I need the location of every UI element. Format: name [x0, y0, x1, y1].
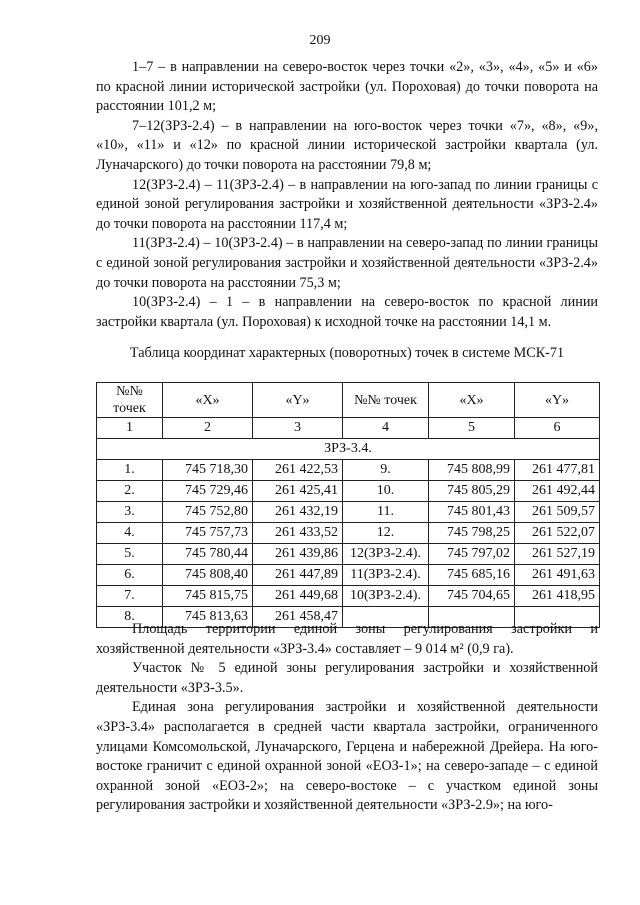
header-cell: «X» [163, 383, 253, 418]
column-number: 5 [429, 418, 515, 439]
header-cell: «Y» [253, 383, 343, 418]
point-number-cell: 8. [97, 607, 163, 628]
coordinate-cell: 261 509,57 [515, 502, 600, 523]
coordinate-cell: 261 527,19 [515, 544, 600, 565]
coordinate-cell: 745 798,25 [429, 523, 515, 544]
point-number-cell: 2. [97, 481, 163, 502]
coordinate-cell: 745 805,29 [429, 481, 515, 502]
coordinate-cell: 261 432,19 [253, 502, 343, 523]
paragraph: 10(ЗРЗ-2.4) – 1 – в направлении на северо-восток по красной линии застройки квартала (ул. Пороховая) к исходной точке на расстоянии 14,1 м. [96, 294, 598, 330]
coordinate-cell: 745 780,44 [163, 544, 253, 565]
coordinate-cell: 261 422,53 [253, 460, 343, 481]
point-number-cell: 11. [343, 502, 429, 523]
point-number-cell: 4. [97, 523, 163, 544]
table-row [97, 544, 600, 565]
header-cell: «X» [429, 383, 515, 418]
coordinate-cell: 745 757,73 [163, 523, 253, 544]
table-row [97, 586, 600, 607]
column-number: 4 [343, 418, 429, 439]
coordinate-cell: 261 522,07 [515, 523, 600, 544]
coordinates-table [96, 382, 600, 628]
coordinate-cell: 745 801,43 [429, 502, 515, 523]
coordinate-cell: 745 815,75 [163, 586, 253, 607]
point-number-cell: 10. [343, 481, 429, 502]
coordinate-cell: 745 685,16 [429, 565, 515, 586]
point-number-cell: 11(ЗРЗ-2.4). [343, 565, 429, 586]
point-number-cell: 5. [97, 544, 163, 565]
table-row [97, 460, 600, 481]
table-row [97, 481, 600, 502]
column-number: 3 [253, 418, 343, 439]
coordinate-cell: 261 433,52 [253, 523, 343, 544]
coordinate-cell: 261 492,44 [515, 481, 600, 502]
point-number-cell: 6. [97, 565, 163, 586]
coordinate-cell: 261 447,89 [253, 565, 343, 586]
column-number: 6 [515, 418, 600, 439]
column-number: 2 [163, 418, 253, 439]
coordinate-cell: 261 491,63 [515, 565, 600, 586]
coordinate-cell: 745 752,80 [163, 502, 253, 523]
paragraph: Единая зона регулирования застройки и хозяйственной деятельности «ЗРЗ-3.4» располагается в средней части квартала застройки, ограниченного улицами Комсомольской, Луначарского, Герцена и набережной Дрейера. На юго-востоке граничит с единой охранной зоной «ЕОЗ-1»; на северо-западе – с единой охранной зоной «ЕОЗ-2»; на северо-востоке – с участком единой зоны регулирования застройки и хозяйственной деятельности «ЗРЗ-2.9»; на юго- [96, 699, 598, 814]
point-number-cell: 7. [97, 586, 163, 607]
zone-description [96, 620, 598, 816]
table-header-row [97, 383, 600, 418]
paragraph: 7–12(ЗРЗ-2.4) – в направлении на юго-восток через точки «7», «8», «9», «10», «11» и «12» по красной линии исторической застройки квартала (ул. Луначарского) до точки поворота на расстоянии 79,8 м; [96, 117, 598, 173]
column-number: 1 [97, 418, 163, 439]
point-number-cell: 12(ЗРЗ-2.4). [343, 544, 429, 565]
coordinate-cell: 261 477,81 [515, 460, 600, 481]
coordinate-cell: 745 808,40 [163, 565, 253, 586]
paragraph: 1–7 – в направлении на северо-восток через точки «2», «3», «4», «5» и «6» по красной линии исторической застройки (ул. Пороховая) до точки поворота на расстоянии 101,2 м; [96, 59, 598, 115]
paragraph: 11(ЗРЗ-2.4) – 10(ЗРЗ-2.4) – в направлении на северо-запад по линии границы с единой зоной регулирования застройки и хозяйственной деятельности «ЗРЗ-2.4» до точки поворота на расстоянии 75,3 м; [96, 235, 598, 291]
point-number-cell: 10(ЗРЗ-2.4). [343, 586, 429, 607]
coordinate-cell: 261 439,86 [253, 544, 343, 565]
header-cell: №№ точек [343, 383, 429, 418]
coordinate-cell: 261 425,41 [253, 481, 343, 502]
table-row [97, 502, 600, 523]
column-number-row [97, 418, 600, 439]
coordinate-cell: 261 458,47 [253, 607, 343, 628]
paragraph: 12(ЗРЗ-2.4) – 11(ЗРЗ-2.4) – в направлении на юго-запад по линии границы с единой зоной регулирования застройки и хозяйственной деятельности «ЗРЗ-2.4» до точки поворота на расстоянии 117,4 м; [96, 176, 598, 232]
table-caption: Таблица координат характерных (поворотных) точек в системе МСК-71 [129, 345, 565, 361]
coordinate-cell: 261 418,95 [515, 586, 600, 607]
coordinate-cell: 745 808,99 [429, 460, 515, 481]
boundary-description [96, 58, 598, 332]
header-cell: №№ точек [97, 383, 163, 418]
paragraph: Площадь территории единой зоны регулирования застройки и хозяйственной деятельности «ЗРЗ-3.4» составляет – 9 014 м² (0,9 га). [96, 621, 598, 657]
table-row [97, 523, 600, 544]
table-row [97, 565, 600, 586]
header-cell: «Y» [515, 383, 600, 418]
point-number-cell: 9. [343, 460, 429, 481]
coordinate-cell: 745 729,46 [163, 481, 253, 502]
coordinate-cell: 745 797,02 [429, 544, 515, 565]
coordinate-cell: 745 704,65 [429, 586, 515, 607]
point-number-cell: 12. [343, 523, 429, 544]
paragraph: Участок № 5 единой зоны регулирования застройки и хозяйственной деятельности «ЗРЗ-3.5». [96, 660, 598, 696]
coordinate-cell: 261 449,68 [253, 586, 343, 607]
zone-label: ЗРЗ-3.4. [97, 439, 600, 460]
zone-label-row [97, 439, 600, 460]
page-number: 209 [309, 33, 331, 48]
point-number-cell: 1. [97, 460, 163, 481]
point-number-cell: 3. [97, 502, 163, 523]
coordinate-cell: 745 813,63 [163, 607, 253, 628]
coordinate-cell: 745 718,30 [163, 460, 253, 481]
